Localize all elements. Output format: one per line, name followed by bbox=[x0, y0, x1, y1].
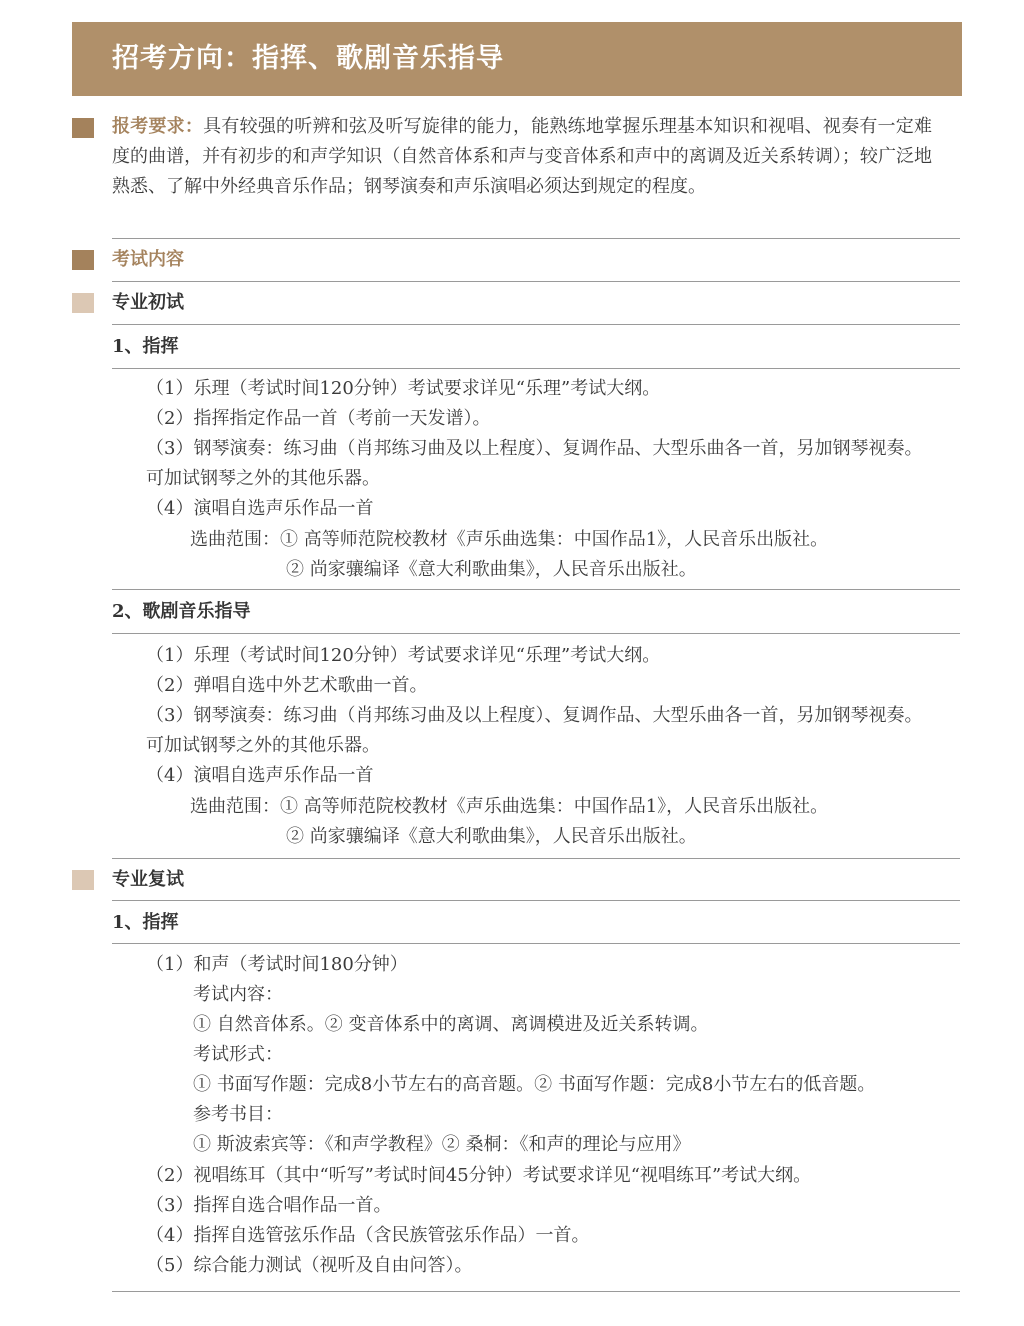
retest-conducting-title: 1、指挥 bbox=[112, 912, 179, 933]
divider bbox=[112, 633, 960, 634]
sub-text: ① 书面写作题：完成8小节左右的高音题。② 书面写作题：完成8小节左右的低音题。 bbox=[193, 1074, 876, 1095]
divider bbox=[112, 281, 960, 282]
list-item: ② 尚家骧编译《意大利歌曲集》，人民音乐出版社。 bbox=[286, 559, 697, 580]
requirements-paragraph bbox=[112, 112, 932, 202]
preliminary-conducting-title: 1、指挥 bbox=[112, 336, 179, 357]
list-item: （3）钢琴演奏：练习曲（肖邦练习曲及以上程度）、复调作品、大型乐曲各一首，另加钢琴视奏。可加试钢琴之外的其他乐器。 bbox=[146, 705, 923, 756]
sub-label: 考试内容： bbox=[193, 984, 283, 1005]
divider bbox=[112, 324, 960, 325]
list-item: （4）指挥自选管弦乐作品（含民族管弦乐作品）一首。 bbox=[146, 1225, 590, 1246]
list-item: （4）演唱自选声乐作品一首 bbox=[146, 498, 374, 519]
divider bbox=[112, 858, 960, 859]
divider bbox=[112, 238, 960, 239]
list-item: 选曲范围：① 高等师范院校教材《声乐曲选集：中国作品1》，人民音乐出版社。 bbox=[190, 529, 829, 550]
sub-text: ① 斯波索宾等：《和声学教程》② 桑桐：《和声的理论与应用》 bbox=[193, 1134, 691, 1155]
divider bbox=[112, 943, 960, 944]
list-item: （2）弹唱自选中外艺术歌曲一首。 bbox=[146, 675, 428, 696]
list-item: （4）演唱自选声乐作品一首 bbox=[146, 765, 374, 786]
section-marker bbox=[72, 118, 94, 138]
list-item: （2）指挥指定作品一首（考前一天发谱）。 bbox=[146, 408, 491, 429]
divider bbox=[112, 900, 960, 901]
section-marker bbox=[72, 870, 94, 890]
list-item: （1）乐理（考试时间120分钟）考试要求详见“乐理”考试大纲。 bbox=[146, 645, 661, 666]
requirements-label: 报考要求： bbox=[112, 116, 204, 137]
section-marker bbox=[72, 293, 94, 313]
list-item: （3）钢琴演奏：练习曲（肖邦练习曲及以上程度）、复调作品、大型乐曲各一首，另加钢琴视奏。可加试钢琴之外的其他乐器。 bbox=[146, 438, 923, 489]
section-marker bbox=[72, 250, 94, 270]
exam-content-title: 考试内容 bbox=[112, 249, 184, 270]
sub-text: ① 自然音体系。② 变音体系中的离调、离调模进及近关系转调。 bbox=[193, 1014, 709, 1035]
list-item: （3）指挥自选合唱作品一首。 bbox=[146, 1195, 392, 1216]
banner-title: 招考方向：指挥、歌剧音乐指导 bbox=[72, 22, 962, 96]
sub-label: 考试形式： bbox=[193, 1044, 283, 1065]
requirements-text: 具有较强的听辨和弦及听写旋律的能力，能熟练地掌握乐理基本知识和视唱、视奏有一定难度的曲谱，并有初步的和声学知识（自然音体系和声与变音体系和声中的离调及近关系转调）；较广泛地熟悉、了解中外经典音乐作品；钢琴演奏和声乐演唱必须达到规定的程度。 bbox=[112, 116, 932, 197]
list-item: （5）综合能力测试（视听及自由问答）。 bbox=[146, 1255, 473, 1276]
list-item: （1）和声（考试时间180分钟） bbox=[146, 954, 408, 975]
divider bbox=[112, 589, 960, 590]
retest-title: 专业复试 bbox=[112, 869, 184, 890]
list-item: 选曲范围：① 高等师范院校教材《声乐曲选集：中国作品1》，人民音乐出版社。 bbox=[190, 796, 829, 817]
preliminary-title: 专业初试 bbox=[112, 292, 184, 313]
list-item: ② 尚家骧编译《意大利歌曲集》，人民音乐出版社。 bbox=[286, 826, 697, 847]
list-item: （1）乐理（考试时间120分钟）考试要求详见“乐理”考试大纲。 bbox=[146, 378, 661, 399]
list-item: （2）视唱练耳（其中“听写”考试时间45分钟）考试要求详见“视唱练耳”考试大纲。 bbox=[146, 1165, 812, 1186]
preliminary-opera-title: 2、歌剧音乐指导 bbox=[112, 601, 251, 622]
divider bbox=[112, 368, 960, 369]
divider bbox=[112, 1291, 960, 1292]
sub-label: 参考书目： bbox=[193, 1104, 283, 1125]
